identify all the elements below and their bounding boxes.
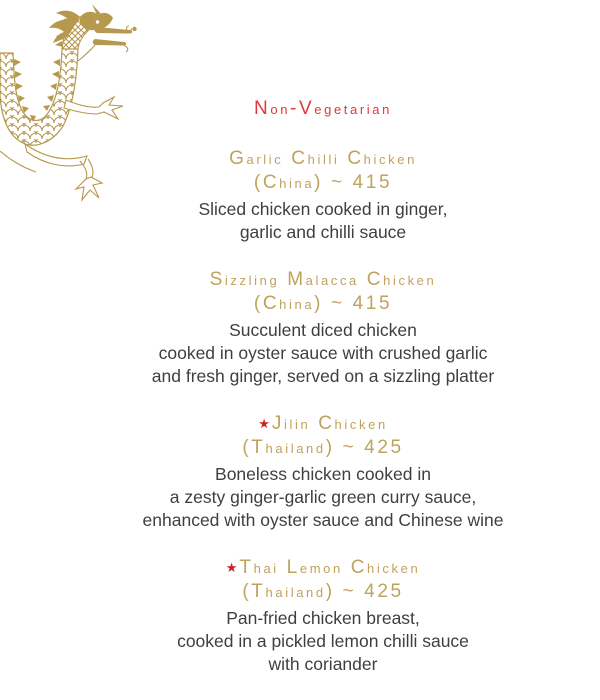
menu-item (46, 556, 600, 676)
menu-item-origin-price: (China) ~ 415 (253, 293, 393, 314)
chef-special-star-icon: ★ (258, 416, 271, 431)
menu-item-name: Garlic Chilli Chicken (229, 148, 417, 169)
menu-item (46, 412, 600, 532)
menu-item-description-line: enhanced with oyster sauce and Chinese wine (142, 510, 504, 530)
menu-item-name: Sizzling Malacca Chicken (209, 269, 437, 290)
menu-item-name: ★Jilin Chicken (258, 413, 388, 434)
menu-item-description-line: Succulent diced chicken (229, 320, 417, 340)
menu-item-origin-price: (Thailand) ~ 425 (242, 437, 404, 458)
menu-item-description-line: and fresh ginger, served on a sizzling platter (151, 366, 495, 386)
menu-item-description-line: Boneless chicken cooked in (215, 464, 431, 484)
menu-item-description-line: Pan-fried chicken breast, (226, 608, 420, 628)
menu-item-description-line: with coriander (268, 654, 378, 674)
menu-item-origin-price: (Thailand) ~ 425 (242, 581, 404, 602)
menu-item-description-line: a zesty ginger-garlic green curry sauce, (169, 487, 477, 507)
menu-item-description-line: Sliced chicken cooked in ginger, (198, 199, 448, 219)
chef-special-star-icon: ★ (225, 560, 239, 575)
menu-item (46, 147, 600, 244)
menu-item-description (46, 319, 600, 388)
menu-content (46, 98, 600, 700)
menu-item-description-line: cooked in oyster sauce with crushed garlic (158, 343, 488, 363)
menu-items-list (46, 147, 600, 676)
menu-item-origin-price: (China) ~ 415 (253, 172, 393, 193)
menu-item-description-line: garlic and chilli sauce (239, 222, 407, 242)
menu-item (46, 268, 600, 388)
menu-item-description (46, 607, 600, 676)
section-heading: Non-Vegetarian (254, 98, 392, 119)
menu-item-description (46, 198, 600, 244)
menu-item-description (46, 463, 600, 532)
menu-item-name: ★Thai Lemon Chicken (225, 557, 421, 578)
menu-item-description-line: cooked in a pickled lemon chilli sauce (177, 631, 469, 651)
